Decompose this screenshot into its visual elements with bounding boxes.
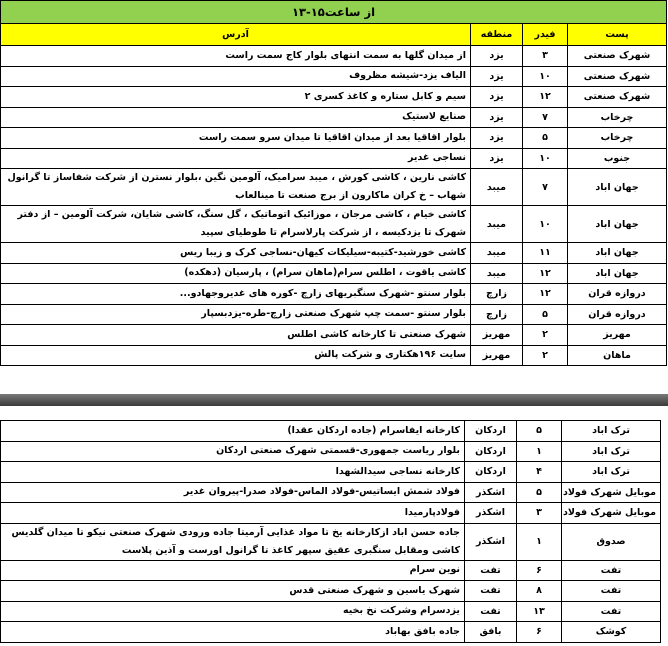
- address-cell: یزدسرام وشرکت نخ بخیه: [1, 601, 465, 622]
- region-cell: یزد: [471, 87, 523, 108]
- post-cell: ترک اباد: [562, 462, 661, 483]
- table-row: [1, 66, 667, 87]
- region-cell: اردکان: [465, 421, 517, 442]
- address-cell: سایت ۱۹۶هکتاری و شرکت پالش: [1, 345, 471, 366]
- feeder-cell: ۷: [523, 169, 568, 206]
- region-cell: میبد: [471, 263, 523, 284]
- address-cell: بلوار اقاقیا بعد از میدان اقاقیا تا میدان سرو سمت راست: [1, 128, 471, 149]
- schedule-title: از ساعت۱۵-۱۳: [1, 1, 667, 24]
- address-cell: سیم و کابل ستاره و کاغذ کسری ۲: [1, 87, 471, 108]
- region-cell: میبد: [471, 243, 523, 264]
- address-cell: نساجی غدیر: [1, 148, 471, 169]
- feeder-cell: ۸: [517, 581, 562, 602]
- table-row: [1, 206, 667, 243]
- section-divider: [0, 394, 668, 406]
- region-cell: اشکذر: [465, 523, 517, 560]
- post-cell: دروازه قران: [568, 284, 667, 305]
- feeder-cell: ۶: [517, 622, 562, 643]
- region-cell: یزد: [471, 107, 523, 128]
- region-cell: یزد: [471, 148, 523, 169]
- feeder-cell: ۵: [517, 482, 562, 503]
- post-cell: جهان اباد: [568, 169, 667, 206]
- table-row: [1, 503, 661, 524]
- region-cell: اشکذر: [465, 482, 517, 503]
- feeder-cell: ۱۰: [523, 66, 568, 87]
- region-cell: یزد: [471, 46, 523, 67]
- post-cell: صدوق: [562, 523, 661, 560]
- region-cell: تفت: [465, 581, 517, 602]
- region-cell: اردکان: [465, 441, 517, 462]
- address-cell: بلوار سنتو -سمت چپ شهرک صنعتی زارچ-طره-یزدبسپار: [1, 304, 471, 325]
- post-cell: تفت: [562, 581, 661, 602]
- address-cell: شهرک یاسین و شهرک صنعتی قدس: [1, 581, 465, 602]
- feeder-cell: ۳: [523, 46, 568, 67]
- address-cell: کاشی نارین ، کاشی کورش ، میبد سرامیک، آلومین نگین ،بلوار نسترن از شرکت شفاساز تا گرانول شهاب – خ کران ماکارون از برج صنعت تا مینالعاب: [1, 169, 471, 206]
- outage-table-2: [0, 420, 661, 643]
- table-row: [1, 560, 661, 581]
- address-cell: کارخانه نساجی سیدالشهدا: [1, 462, 465, 483]
- post-cell: مهریز: [568, 325, 667, 346]
- region-cell: یزد: [471, 66, 523, 87]
- feeder-cell: ۴: [517, 462, 562, 483]
- address-cell: شهرک صنعتی تا کارخانه کاشی اطلس: [1, 325, 471, 346]
- header-feeder: فیدر: [523, 24, 568, 46]
- address-cell: نوین سرام: [1, 560, 465, 581]
- address-cell: کاشی خیام ، کاشی مرجان ، موزائیک اتوماتیک ، گل سنگ، کاشی شایان، شرکت آلومین – از دفتر شهرک تا یزدکیسه ، از شرکت پارلاسرام تا طوطیای سپید: [1, 206, 471, 243]
- table-row: [1, 107, 667, 128]
- feeder-cell: ۵: [517, 421, 562, 442]
- region-cell: زارچ: [471, 284, 523, 305]
- address-cell: کارخانه ایفاسرام (جاده اردکان عقدا): [1, 421, 465, 442]
- region-cell: میبد: [471, 206, 523, 243]
- feeder-cell: ۷: [523, 107, 568, 128]
- table-row: [1, 523, 661, 560]
- feeder-cell: ۱۲: [523, 284, 568, 305]
- region-cell: بافق: [465, 622, 517, 643]
- table-row: [1, 622, 661, 643]
- region-cell: میبد: [471, 169, 523, 206]
- region-cell: اردکان: [465, 462, 517, 483]
- post-cell: ماهان: [568, 345, 667, 366]
- post-cell: جنوب: [568, 148, 667, 169]
- feeder-cell: ۲: [523, 345, 568, 366]
- post-cell: جهان اباد: [568, 243, 667, 264]
- region-cell: تفت: [465, 601, 517, 622]
- post-cell: تفت: [562, 601, 661, 622]
- header-post: پست: [568, 24, 667, 46]
- feeder-cell: ۶: [517, 560, 562, 581]
- table-row: [1, 87, 667, 108]
- table-row: [1, 441, 661, 462]
- post-cell: ترک اباد: [562, 421, 661, 442]
- post-cell: شهرک صنعتی: [568, 87, 667, 108]
- feeder-cell: ۲: [523, 325, 568, 346]
- region-cell: تفت: [465, 560, 517, 581]
- table-row: [1, 482, 661, 503]
- post-cell: جهان اباد: [568, 206, 667, 243]
- region-cell: زارچ: [471, 304, 523, 325]
- feeder-cell: ۱: [517, 523, 562, 560]
- address-cell: جاده حسن اباد ازکارخانه یخ تا مواد غذایی آرمیتا جاده ورودی شهرک صنعتی نیکو تا میدان گلدیس کاشی ومقابل سنگبری عقیق سپهر کاغذ تا گرانول اورست و آذین پلاست: [1, 523, 465, 560]
- table-row: [1, 581, 661, 602]
- feeder-cell: ۱: [517, 441, 562, 462]
- post-cell: موبایل شهرک فولاد: [562, 482, 661, 503]
- post-cell: دروازه قران: [568, 304, 667, 325]
- address-cell: فولادپارمیدا: [1, 503, 465, 524]
- region-cell: یزد: [471, 128, 523, 149]
- table-row: [1, 462, 661, 483]
- address-cell: الیاف یزد-شیشه مظروف: [1, 66, 471, 87]
- post-cell: چرخاب: [568, 107, 667, 128]
- feeder-cell: ۵: [523, 304, 568, 325]
- table-row: [1, 304, 667, 325]
- header-address: آدرس: [1, 24, 471, 46]
- post-cell: تفت: [562, 560, 661, 581]
- feeder-cell: ۱۰: [523, 148, 568, 169]
- address-cell: کاشی خورشید-کتیبه-سیلیکات کیهان-نساجی کرک و زیبا ریس: [1, 243, 471, 264]
- table-row: [1, 601, 661, 622]
- address-cell: فولاد شمش ایساتیس-فولاد الماس-فولاد صدرا-پیروان غدیر: [1, 482, 465, 503]
- post-cell: کوشک: [562, 622, 661, 643]
- address-cell: صنایع لاستیک: [1, 107, 471, 128]
- table-row: [1, 148, 667, 169]
- feeder-cell: ۱۲: [523, 87, 568, 108]
- feeder-cell: ۱۲: [523, 263, 568, 284]
- table-row: [1, 243, 667, 264]
- address-cell: کاشی یاقوت ، اطلس سرام(ماهان سرام) ، پارسیان (دهکده): [1, 263, 471, 284]
- table-row: [1, 345, 667, 366]
- address-cell: جاده بافق بهاباد: [1, 622, 465, 643]
- post-cell: جهان اباد: [568, 263, 667, 284]
- table-row: [1, 128, 667, 149]
- address-cell: بلوار ریاست جمهوری-قسمتی شهرک صنعتی اردکان: [1, 441, 465, 462]
- table-row: [1, 46, 667, 67]
- feeder-cell: ۵: [523, 128, 568, 149]
- post-cell: ترک اباد: [562, 441, 661, 462]
- feeder-cell: ۳: [517, 503, 562, 524]
- table-row: [1, 169, 667, 206]
- address-cell: بلوار سنتو -شهرک سنگبریهای زارچ -کوره های غدیروجهادو...: [1, 284, 471, 305]
- post-cell: شهرک صنعتی: [568, 66, 667, 87]
- header-region: منطقه: [471, 24, 523, 46]
- table-row: [1, 421, 661, 442]
- region-cell: اشکذر: [465, 503, 517, 524]
- table-row: [1, 263, 667, 284]
- region-cell: مهریز: [471, 345, 523, 366]
- address-cell: از میدان گلها به سمت انتهای بلوار کاج سمت راست: [1, 46, 471, 67]
- table-row: [1, 325, 667, 346]
- region-cell: مهریز: [471, 325, 523, 346]
- feeder-cell: ۱۰: [523, 206, 568, 243]
- feeder-cell: ۱۱: [523, 243, 568, 264]
- post-cell: شهرک صنعتی: [568, 46, 667, 67]
- table-row: [1, 284, 667, 305]
- feeder-cell: ۱۳: [517, 601, 562, 622]
- post-cell: موبایل شهرک فولاد: [562, 503, 661, 524]
- post-cell: چرخاب: [568, 128, 667, 149]
